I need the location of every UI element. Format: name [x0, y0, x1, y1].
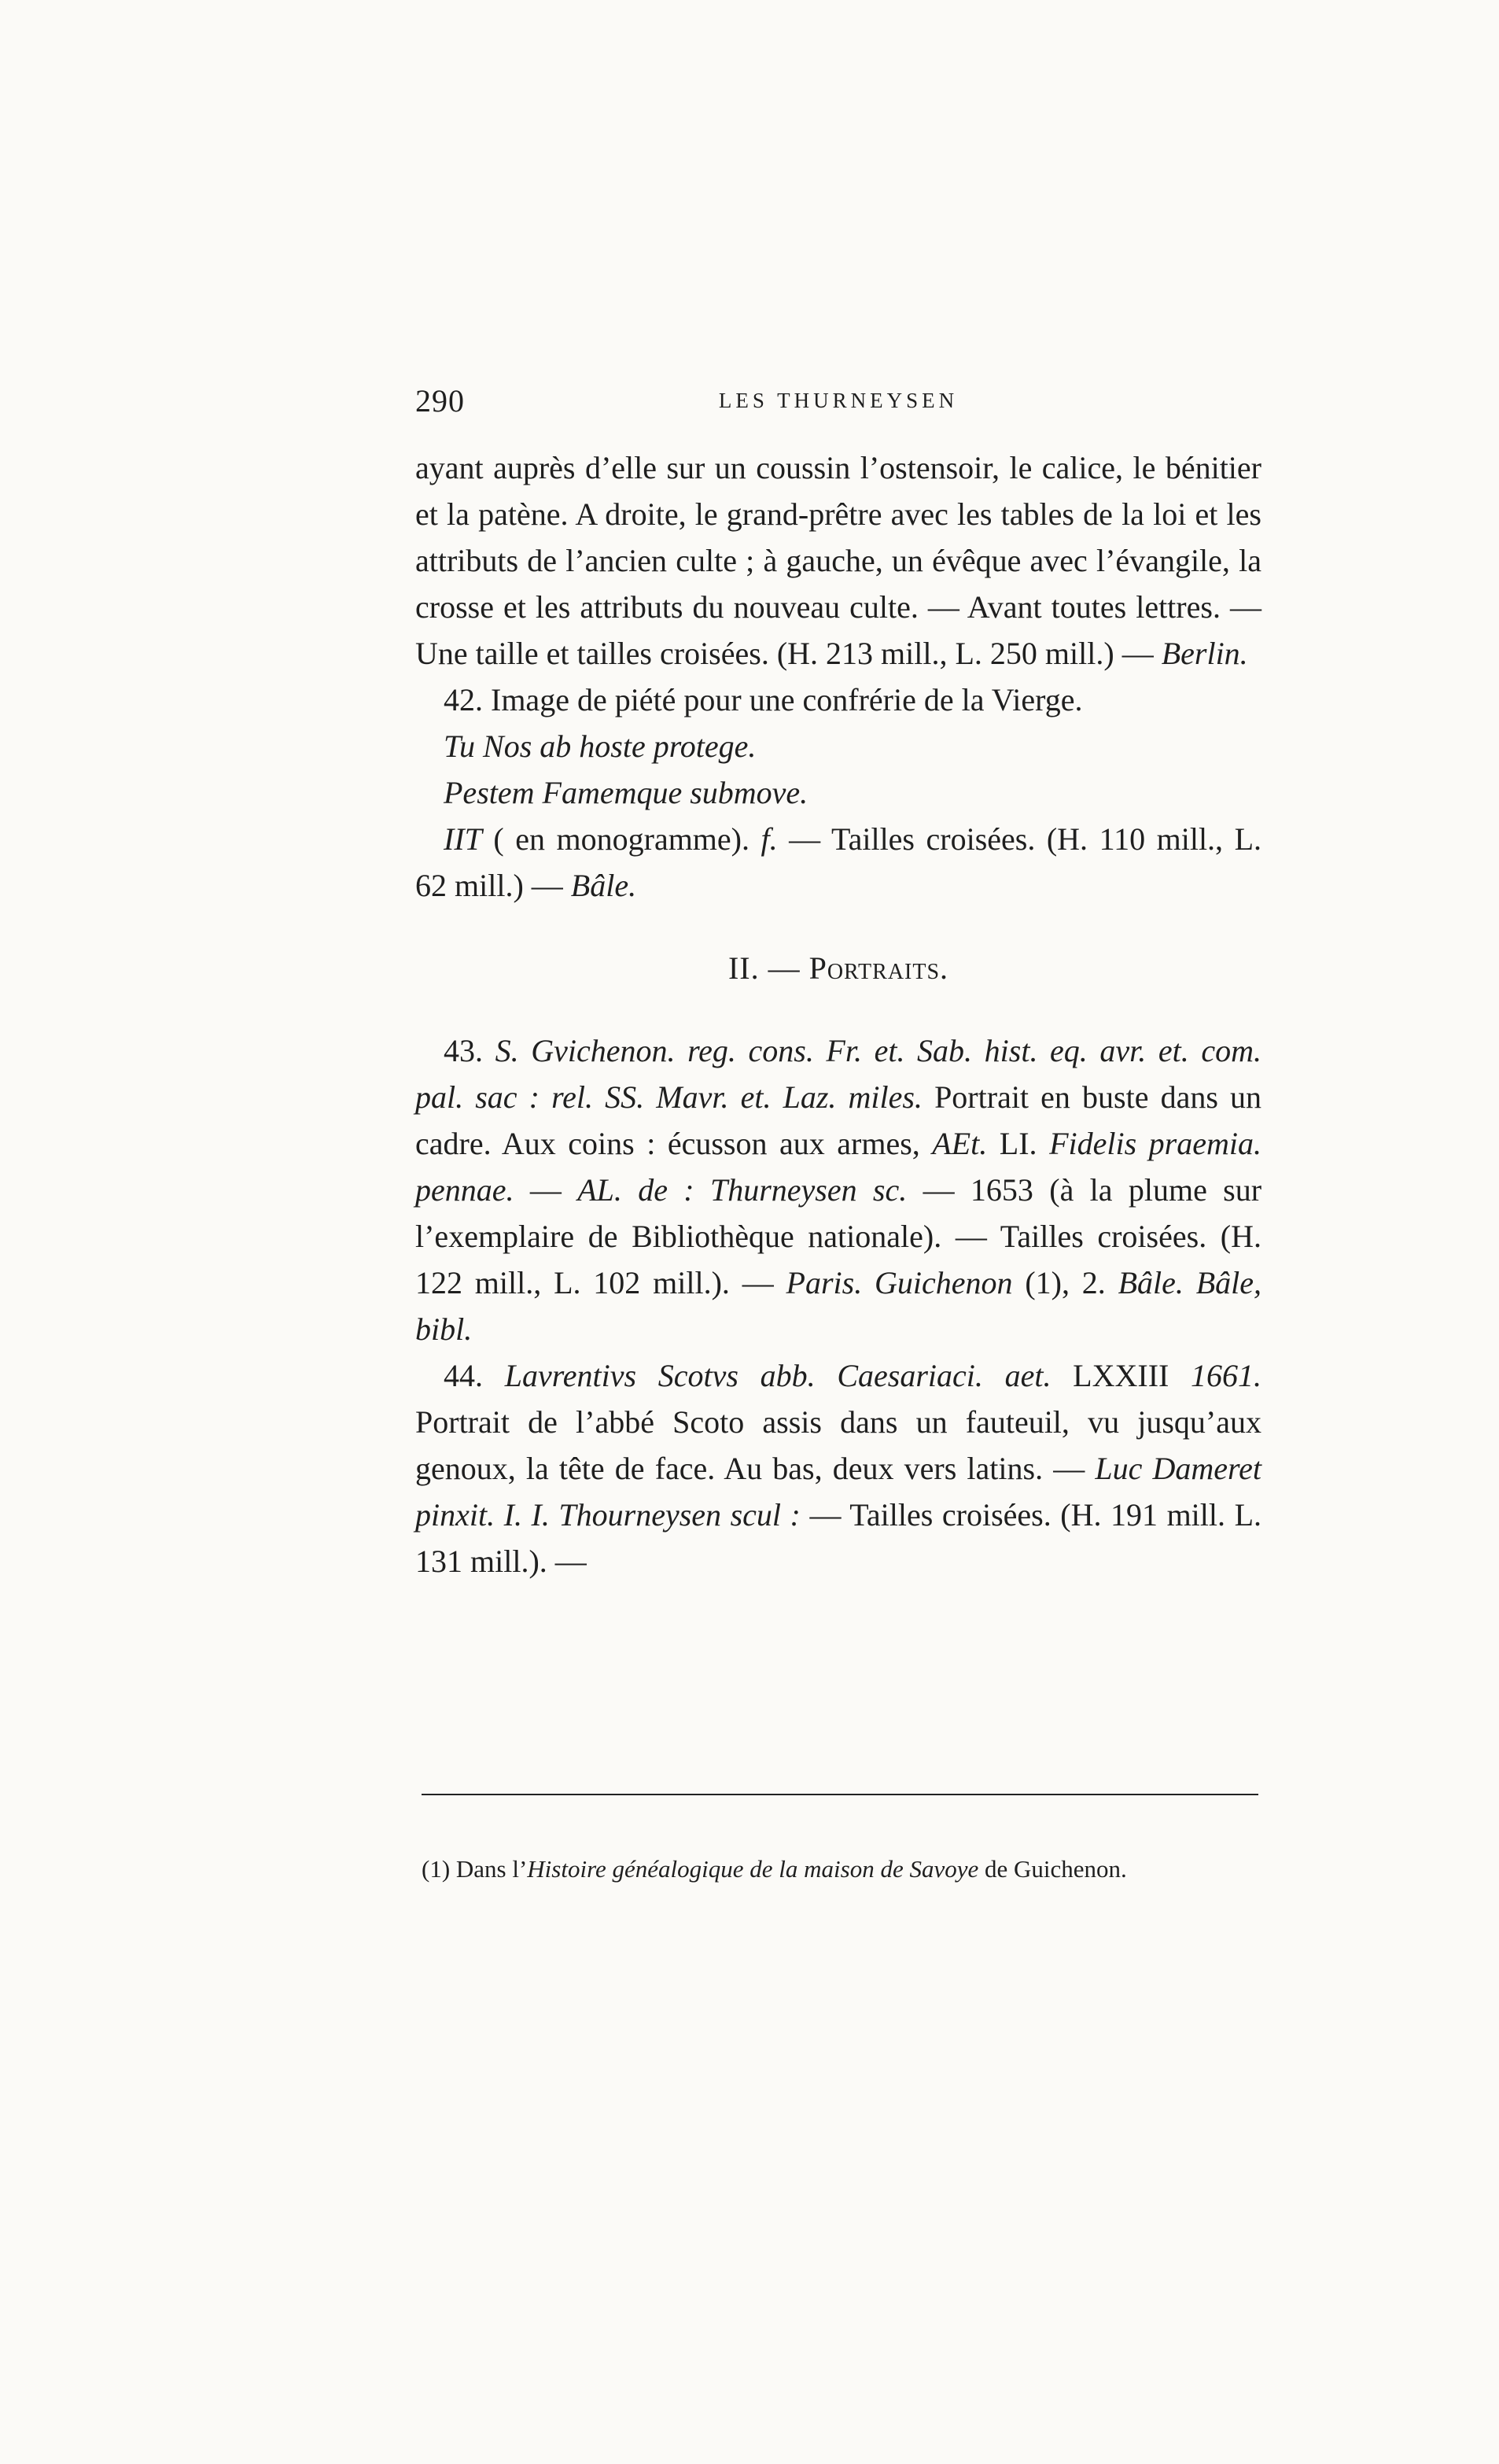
entry-44-text-1: Portrait de l’abbé Scoto assis dans un fauteuil, vu jusqu’aux genoux, la tête de face. Au bas, deux vers latins. —	[415, 1404, 1261, 1486]
entry-43-inscription: S. Gvichenon. reg. cons. Fr. et. Sab. hist. eq. avr. et. com. pal. sac : rel. SS. Mavr. et. Laz. miles.	[415, 1033, 1262, 1115]
entry-43-location-2: Bâle. Bâle, bibl.	[415, 1265, 1262, 1347]
entry-43-motto: Fidelis praemia. pennae.	[415, 1126, 1262, 1208]
page-header	[415, 382, 1261, 430]
entry-43-dash: —	[529, 1172, 562, 1208]
footnote-tail: de Guichenon.	[985, 1855, 1127, 1883]
entry-44-age: LXXIII	[1073, 1358, 1169, 1393]
entry-44-text-2: — Tailles croisées. (H. 191 mill. L. 131 mill.). —	[415, 1497, 1262, 1579]
entry-43-footnote-ref: (1), 2.	[1025, 1265, 1106, 1300]
entry-44-number: 44.	[444, 1358, 483, 1393]
entry-42-text: Image de piété pour une confrérie de la Vierge.	[491, 682, 1083, 717]
entry-42-number: 42.	[444, 682, 483, 717]
entry-43-signature: AL. de : Thurneysen sc.	[577, 1172, 908, 1208]
section-numeral: II. —	[727, 950, 801, 986]
entry-41-location: Berlin.	[1161, 636, 1248, 671]
entry-43-text-1: Portrait en buste dans un cadre. Aux coins : écusson aux armes,	[415, 1079, 1262, 1161]
entry-41-continuation	[415, 444, 1261, 677]
entry-44-inscription: Lavrentivs Scotvs abb. Caesariaci. aet.	[504, 1358, 1052, 1393]
entry-43	[415, 1027, 1261, 1352]
entry-42-mark: IIT	[444, 821, 482, 857]
page-number: 290	[415, 383, 465, 419]
entry-43-age: LI.	[999, 1126, 1037, 1161]
entry-42-location: Bâle.	[570, 868, 637, 903]
section-title: Portraits.	[808, 950, 949, 986]
footnote-title: Histoire généalogique de la maison de Savoye	[527, 1855, 979, 1883]
entry-42-f: f.	[761, 821, 778, 857]
entry-43-number: 43.	[444, 1033, 483, 1068]
entry-43-location-1: Paris. Guichenon	[786, 1265, 1013, 1300]
section-heading	[415, 945, 1261, 991]
body-text	[415, 444, 1261, 1584]
entry-42-details	[415, 816, 1261, 909]
entry-42-verse-2: Pestem Famemque submove.	[444, 775, 808, 810]
entry-44-signature: Luc Dameret pinxit. I. I. Thourneysen scul :	[415, 1451, 1261, 1533]
entry-44	[415, 1352, 1261, 1584]
entry-43-text-2: — 1653 (à la plume sur l’exemplaire de Bibliothèque nationale). — Tailles croisées. (H. 122 mill., L. 102 mill.). —	[415, 1172, 1262, 1300]
entry-42-verse-1: Tu Nos ab hoste protege.	[444, 729, 757, 764]
footnote-marker: (1) Dans l’	[422, 1855, 528, 1883]
entry-42-tail: — Tailles croisées. (H. 110 mill., L. 62 mill.) —	[415, 821, 1262, 903]
entry-42-mark-note: ( en monogramme).	[493, 821, 750, 857]
entry-43-aet: AEt.	[932, 1126, 988, 1161]
footnote-rule	[422, 1794, 1258, 1795]
footnote	[422, 1851, 1258, 1887]
entry-41-text: ayant auprès d’elle sur un coussin l’ostensoir, le calice, le bénitier et la patène. A droite, le grand-prêtre avec les tables de la loi et les attributs de l’ancien culte ; à gauche, un évêque avec l’évangile, la crosse et les attributs du nouveau culte. — Avant toutes lettres. — Une taille et tailles croisées. (H. 213 mill., L. 250 mill.) —	[415, 450, 1261, 671]
entry-42	[415, 677, 1261, 723]
entry-44-year: 1661.	[1191, 1358, 1262, 1393]
running-title: LES THURNEYSEN	[718, 389, 959, 412]
